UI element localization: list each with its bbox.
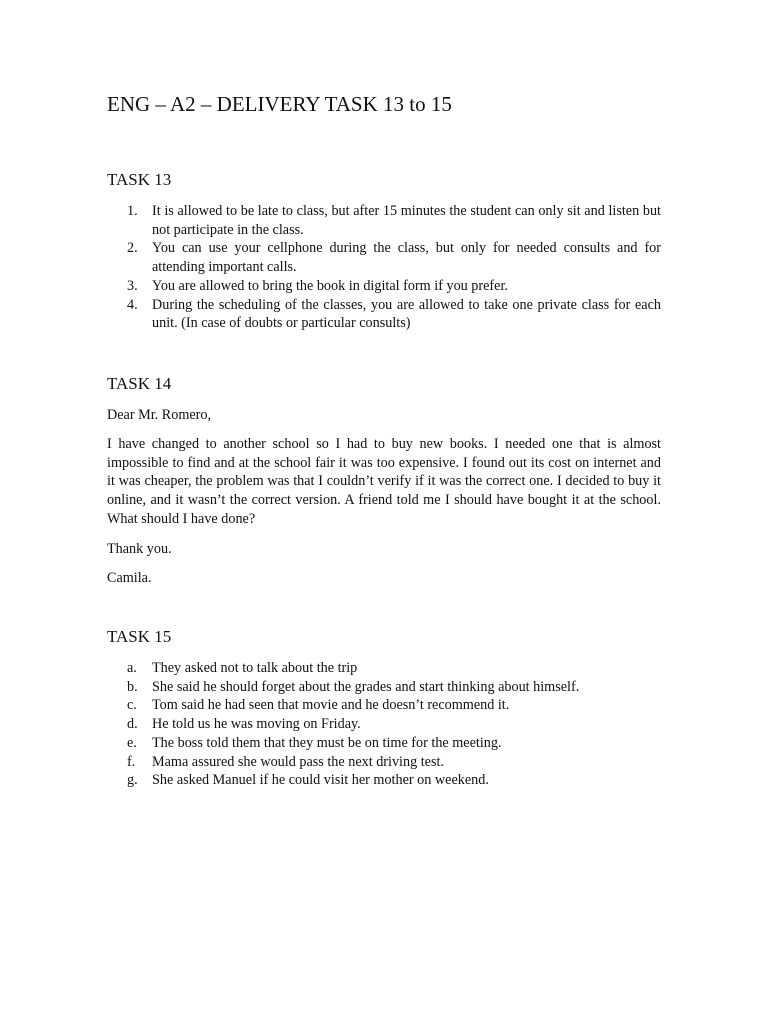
list-item-marker: g.: [127, 772, 138, 789]
list-item-marker: b.: [127, 678, 138, 695]
list-item-marker: 4.: [127, 296, 138, 313]
list-item-text: They asked not to talk about the trip: [152, 660, 358, 676]
list-item: [107, 202, 661, 239]
letter-closing: Thank you.: [107, 541, 172, 557]
list-item-text: Tom said he had seen that movie and he doesn’t recommend it.: [152, 697, 510, 714]
list-item-text: You are allowed to bring the book in digital form if you prefer.: [152, 277, 508, 294]
letter-signature: Camila.: [107, 570, 152, 586]
list-item: [107, 678, 661, 697]
list-item: [107, 696, 661, 715]
list-item: [107, 239, 661, 276]
list-item-marker: 3.: [127, 277, 138, 294]
list-item-marker: e.: [127, 734, 137, 751]
list-item: [107, 277, 661, 296]
list-item: [107, 296, 661, 333]
letter-body: I have changed to another school so I had to buy new books. I needed one that is almost impossible to find and at the school fair it was too expensive. I found out its cost on internet and it was cheaper, the problem was that I couldn’t verify if it was the correct one. I decided to buy it online, and it wasn’t the correct version. A friend told me I should have bought it at the school. What should I have done?: [107, 436, 661, 527]
list-item-marker: d.: [127, 716, 138, 733]
list-item-text: During the scheduling of the classes, you are allowed to take one private class for each unit. (In case of doubts or particular consults): [152, 296, 661, 332]
task13-heading: TASK 13: [107, 170, 172, 189]
list-item-text: You can use your cellphone during the class, but only for needed consults and for attending important calls.: [152, 240, 661, 276]
list-item-marker: 2.: [127, 240, 138, 257]
list-item-marker: f.: [127, 753, 136, 770]
list-item: [107, 715, 661, 734]
letter-salutation: Dear Mr. Romero,: [107, 407, 212, 423]
list-item-text: It is allowed to be late to class, but after 15 minutes the student can only sit and listen but not participate in the class.: [152, 203, 661, 238]
list-item-text: Mama assured she would pass the next driving test.: [152, 753, 444, 770]
list-item: [107, 771, 661, 790]
list-item-text: She asked Manuel if he could visit her mother on weekend.: [152, 772, 489, 789]
task13-list: [107, 202, 661, 333]
list-item-marker: 1.: [127, 203, 138, 219]
list-item: [107, 734, 661, 753]
list-item-text: He told us he was moving on Friday.: [152, 716, 361, 733]
task14-heading: TASK 14: [107, 374, 172, 393]
task15-list: [107, 659, 661, 790]
list-item-marker: c.: [127, 697, 137, 714]
list-item-marker: a.: [127, 660, 137, 676]
task15-heading: TASK 15: [107, 627, 172, 646]
list-item: [107, 753, 661, 772]
list-item-text: The boss told them that they must be on time for the meeting.: [152, 734, 502, 751]
list-item-text: She said he should forget about the grades and start thinking about himself.: [152, 678, 580, 695]
document-title: ENG – A2 – DELIVERY TASK 13 to 15: [107, 92, 452, 116]
list-item: [107, 659, 661, 678]
